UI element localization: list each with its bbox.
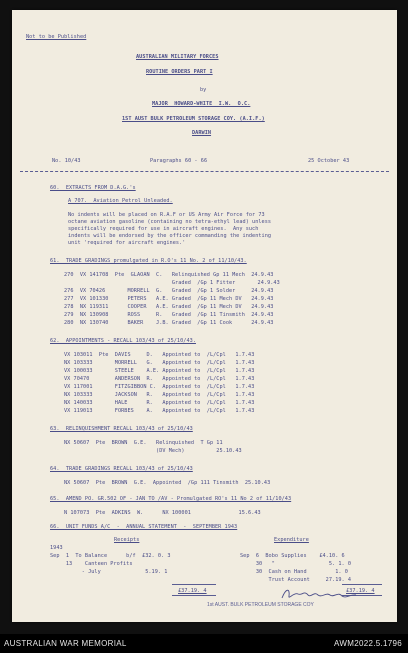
total-double-rule-left [172,595,216,596]
total-rule-right [342,584,382,585]
table-row: VX 117001 FITZGIBBON C. Appointed to /L/Cpl 1.7.43 [64,384,255,390]
table-row: 276 VX 70426 MORRELL G. Graded /Gp 1 Solder 24.9.43 [64,288,274,294]
para-60-title: 60. EXTRACTS FROM D.A.G.'s [50,185,136,191]
not-published-label: Not to be Published [26,34,87,40]
doc-title-1: AUSTRALIAN MILITARY FORCES [136,54,219,60]
expenditure-line: Trust Account 27.19. 4 [240,577,352,583]
total-rule-left [172,584,216,585]
expenditure-line: 30 " 5. 1. 0 [240,561,352,567]
para-66-title: 66. UNIT FUNDS A/C - ANNUAL STATEMENT - SEPTEMBER 1943 [50,524,238,530]
para-60-line: specifically required for use in aircraft engines. Any such [68,226,259,232]
expenditure-total: £37.19. 4 [346,588,375,594]
expenditure-line: 30 Cash on Hand 1. 0 [240,569,348,575]
para-63-title: 63. RELINQUISHMENT RECALL 103/43 of 25/10/43 [50,426,193,432]
unit-location: DARWIN [192,130,212,136]
para-60-subtitle: A 707. Aviation Petrol Unleaded. [68,198,173,204]
table-row: 277 VX 101330 PETERS A.E. Graded /Gp 11 Mech DV 24.9.43 [64,296,274,302]
receipts-heading: Receipts [114,537,140,543]
order-number: No. 10/43 [52,158,81,164]
expenditure-heading: Expenditure [274,537,309,543]
table-row: VX 119013 FORBES A. Appointed to /L/Cpl 1.7.43 [64,408,255,414]
para-60-line: unit 'required for aircraft engines.' [68,240,186,246]
table-row: 280 NX 130740 BAKER J.B. Graded /Gp 11 Cook 24.9.43 [64,320,274,326]
para-62-title: 62. APPOINTMENTS - RECALL 103/43 of 25/10/43. [50,338,196,344]
unit-name: 1ST AUST BULK PETROLEUM STORAGE COY. (A.I.F.) [122,116,265,122]
receipts-total: £37.19. 4 [178,588,207,594]
table-row: (DV Mech) 25.10.43 [64,448,242,454]
officer-name: MAJOR HOWARD-WHITE I.W. O.C. [152,101,251,107]
para-60-line: octane aviation gasoline (containing no tetra-ethyl lead) unless [68,219,272,225]
table-row: NX 103333 MORRELL G. Appointed to /L/Cpl 1.7.43 [64,360,255,366]
para-60-line: indents will be endorsed by the officer commanding the indenting [68,233,272,239]
receipt-line: 1943 [50,545,63,551]
document-page [12,10,397,622]
unit-stamp: 1st AUST. BULK PETROLEUM STORAGE COY [207,602,314,608]
table-row: VX 70470 ANDERSON R. Appointed to /L/Cpl 1.7.43 [64,376,255,382]
receipt-line: 13 Canteen Profits [50,561,133,567]
divider [20,171,389,172]
receipt-line: Sep 1 To Balance b/f £32. 0. 3 [50,553,171,559]
order-date: 25 October 43 [308,158,350,164]
table-row: VX 103011 Pte DAVIS D. Appointed to /L/Cpl 1.7.43 [64,352,255,358]
para-65-title: 65. AMEND PO. GR.502 OF - JAN TO /AV - Promulgated RO's 11 No 2 of 11/10/43 [50,496,292,502]
table-row: 279 NX 130908 ROSS R. Graded /Gp 11 Tinsmith 24.9.43 [64,312,274,318]
para-61-title: 61. TRADE GRADINGS promulgated in R.O's 11 No. 2 of 11/10/43. [50,258,247,264]
archive-name: AUSTRALIAN WAR MEMORIAL [4,639,127,648]
para-64-title: 64. TRADE GRADINGS RECALL 103/43 of 25/10/43 [50,466,193,472]
expenditure-line: Sep 6 Bobo Supplies £4.10. 6 [240,553,345,559]
paragraph-range: Paragraphs 60 - 66 [150,158,208,164]
table-row: 278 NX 119311 COOPER A.E. Graded /Gp 11 Mech DV 24.9.43 [64,304,274,310]
by-label: by [200,87,207,93]
doc-title-2: ROUTINE ORDERS PART I [146,69,213,75]
table-row: NX 50607 Pte BROWN G.E. Appointed /Gp 111 Tinsmith 25.10.43 [64,480,271,486]
table-row: 270 VX 141708 Pte GLAOAN C. Relinquished Gp 11 Mech 24.9.43 [64,272,274,278]
signature [280,586,360,602]
receipt-line: - July 5.19. 1 [50,569,168,575]
table-row: VX 100033 STEELE A.E. Appointed to /L/Cpl 1.7.43 [64,368,255,374]
archive-footer [0,634,408,653]
table-row: NX 50607 Pte BROWN G.E. Relinquished T Gp 11 [64,440,223,446]
archive-reference: AWM2022.5.1796 [334,639,402,648]
table-row: N 107073 Pte ADKINS W. NX 100001 15.6.43 [64,510,261,516]
table-row: NX 103333 JACKSON R. Appointed to /L/Cpl 1.7.43 [64,392,255,398]
para-60-line: No indents will be placed on R.A.F or US Army Air Force for 73 [68,212,265,218]
table-row: NX 140033 HALE R. Appointed to /L/Cpl 1.7.43 [64,400,255,406]
table-row: Graded /Gp 1 Fitter 24.9.43 [64,280,280,286]
